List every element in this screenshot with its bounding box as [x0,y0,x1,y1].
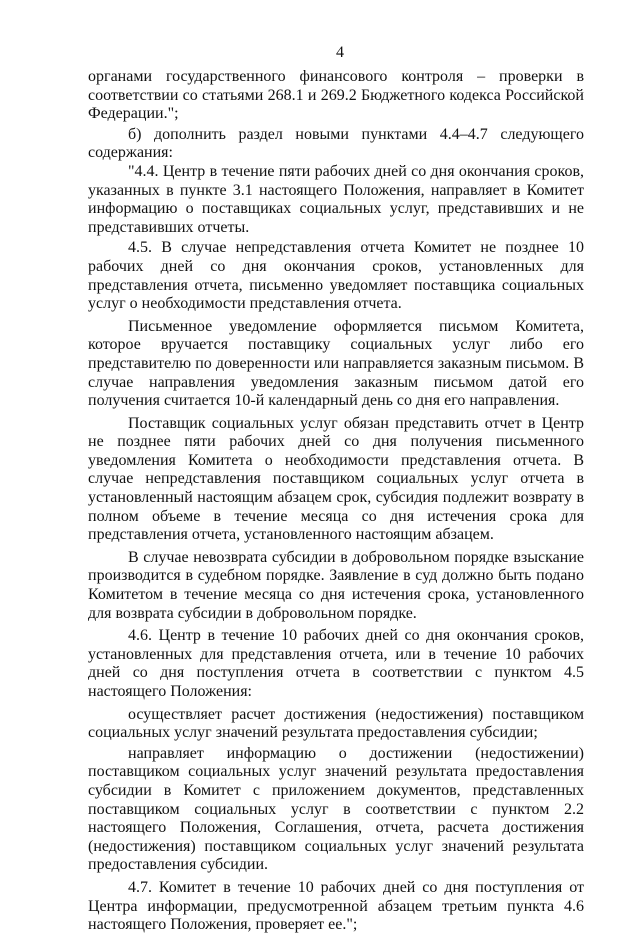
paragraph-4-5: 4.5. В случае непредставления отчета Комитет не позднее 10 рабочих дней со дня окончания сроков, установленных для представления отчета, письменно уведомляет поставщика социальных услуг о необходимости представления отчета. [88,239,584,313]
paragraph-4-4: "4.4. Центр в течение пяти рабочих дней со дня окончания сроков, указанных в пункте 3.1 настоящего Положения, направляет в Комитет информацию о поставщиках социальных услуг, представивших и не представивших отчеты. [88,162,584,236]
paragraph-notification: Письменное уведомление оформляется письмом Комитета, которое вручается поставщику социальных услуг либо его представителю по доверенности или направляется заказным письмом. В случае направления уведомления заказным письмом датой его получения считается 10-й календарный день со дня его направления. [88,317,584,410]
page-number: 4 [336,44,344,61]
paragraph-calculation: осуществляет расчет достижения (недостижения) поставщиком социальных услуг значений результата предоставления субсидии; [88,705,584,742]
paragraph-continuation: органами государственного финансового контроля – проверки в соответствии со статьями 268.1 и 269.2 Бюджетного кодекса Российской Федерации."; [88,68,584,123]
paragraph-amendment-b: б) дополнить раздел новыми пунктами 4.4–4.7 следующего содержания: [88,125,584,162]
paragraph-supplier-obligation: Поставщик социальных услуг обязан представить отчет в Центр не позднее пяти рабочих дней со дня получения письменного уведомления Комитета о необходимости представления отчета. В случае непредставления поставщиком социальных услуг отчета в установленный настоящим абзацем срок, субсидия подлежит возврату в полном объеме в течение месяца со дня истечения срока для представления отчета, установленного настоящим абзацем. [88,414,584,544]
paragraph-information: направляет информацию о достижении (недостижении) поставщиком социальных услуг значений результата предоставления субсидии в Комитет с приложением документов, представленных поставщиком социальных услуг в соответствии с пунктом 2.2 настоящего Положения, Соглашения, отчета, расчета достижения (недостижения) поставщиком социальных услуг значений результата предоставления субсидии. [88,744,584,874]
paragraph-4-7: 4.7. Комитет в течение 10 рабочих дней со дня поступления от Центра информации, предусмотренной абзацем третьим пункта 4.6 настоящего Положения, проверяет ее."; [88,878,584,934]
paragraph-recovery: В случае невозврата субсидии в добровольном порядке взыскание производится в судебном порядке. Заявление в суд должно быть подано Комитетом в течение месяца со дня истечения срока, установленного для возврата субсидии в добровольном порядке. [88,548,584,622]
document-body [88,68,584,935]
paragraph-4-6: 4.6. Центр в течение 10 рабочих дней со дня окончания сроков, установленных для представления отчета, или в течение 10 рабочих дней со дня поступления отчета в соответствии с пунктом 4.5 настоящего Положения: [88,627,584,700]
